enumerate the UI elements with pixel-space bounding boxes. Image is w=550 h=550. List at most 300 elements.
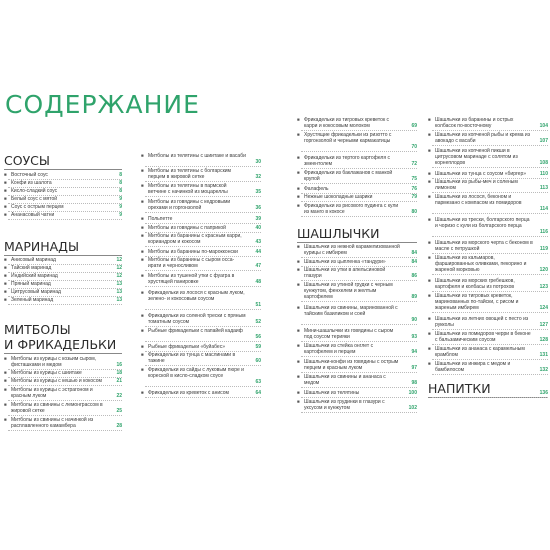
toc-entry[interactable] (297, 305, 417, 324)
bullet-icon: ■ (428, 316, 431, 321)
bullet-icon: ■ (4, 257, 7, 262)
toc-entry-page: 132 (539, 367, 548, 374)
toc-entry-title: Восточный соус (11, 172, 48, 178)
toc-entry-page: 9 (119, 204, 122, 210)
toc-entry[interactable] (297, 374, 417, 386)
toc-entry-title: Митболы из телятины в пармской ветчине с начинкой из моцареллы (148, 183, 228, 196)
entry-separator (301, 183, 417, 184)
toc-entry-title: Шашлычки-конфи из говядины с острым перцем и красным луком (304, 359, 399, 372)
toc-entry[interactable] (428, 171, 548, 177)
bullet-icon: ■ (4, 356, 7, 361)
toc-entry-page: 52 (255, 319, 261, 326)
toc-entry-page: 13 (116, 289, 122, 295)
toc-entry-title: Шашлычки из морских гребешков, картофеля и колбасы из потрохов (435, 278, 515, 291)
toc-entry-title: Фрикадельки из лосося с красным луком, зелено- и кокосовым соусом (148, 290, 245, 303)
toc-entry-title: Шашлычки из стейка онглет с картофелем и перцем (304, 343, 374, 356)
toc-entry-title: Анисовый маринад (11, 257, 56, 263)
toc-entry-page: 93 (411, 334, 417, 341)
toc-entry-title: Митболы из курицы с шиитаке (11, 370, 82, 376)
toc-entry-page: 124 (539, 305, 548, 312)
entry-separator (145, 212, 261, 213)
toc-entry-title: Цитрусовый маринад (11, 289, 61, 295)
bullet-icon: ■ (141, 153, 144, 158)
toc-entry-title: Конфи из шалота (11, 180, 52, 186)
bullet-icon: ■ (297, 399, 300, 404)
toc-entry-title: Митболы из телятины с шиитаке и васаби (148, 153, 246, 159)
bullet-icon: ■ (4, 378, 7, 383)
bullet-icon: ■ (141, 249, 144, 254)
toc-entry[interactable] (4, 257, 122, 263)
toc-entry-page: 8 (119, 172, 122, 178)
toc-entry[interactable] (297, 359, 417, 371)
bullet-icon: ■ (297, 359, 300, 364)
toc-entry-title: Фрикадельки из тертого картофеля с змеентолем (304, 155, 390, 168)
toc-entry[interactable] (4, 204, 122, 210)
toc-entry-page: 32 (255, 174, 261, 181)
toc-entry-title: Фрикадельки из тигровых креветок с карри и кокосовым молоком (304, 117, 390, 130)
toc-entry-page: 43 (255, 239, 261, 246)
bullet-icon: ■ (4, 196, 7, 201)
toc-entry-title: Митболы из баранины с красным карри, кориандром и кокосом (148, 233, 242, 246)
toc-entry[interactable] (297, 155, 417, 167)
toc-entry[interactable] (141, 367, 261, 386)
entry-separator (432, 145, 548, 146)
bullet-icon: ■ (297, 282, 300, 287)
toc-entry-title: Митболы из баранины с сыром осса-ирати и черносливом (148, 257, 235, 270)
bullet-icon: ■ (141, 168, 144, 173)
bullet-icon: ■ (428, 117, 431, 122)
bullet-icon: ■ (297, 194, 300, 199)
toc-entry[interactable] (4, 212, 122, 218)
toc-entry-page: 21 (116, 378, 122, 384)
toc-entry-page: 94 (411, 349, 417, 356)
toc-entry-page: 100 (408, 390, 417, 396)
entry-separator (301, 201, 417, 202)
toc-entry-title: Митболы из курицы с козьим сыром, фисташками и медом (11, 356, 97, 369)
toc-entry[interactable] (141, 313, 261, 325)
toc-entry-title: Зеленый маринад (11, 297, 54, 303)
section-rule (4, 169, 122, 170)
toc-entry-title: Фрикадельки из соленой трески с пряным томатным соусом (148, 313, 246, 326)
toc-entry[interactable] (4, 172, 122, 178)
toc-entry[interactable] (428, 194, 548, 213)
toc-entry-title: Шашлычки из тигровых креветок, маринованных по-тайски, с рисом и жареным имбирем (435, 293, 519, 312)
toc-entry[interactable] (141, 168, 261, 180)
toc-entry-title: Шашлычки из ананаса с карамельным крамблом (435, 346, 525, 359)
entry-separator (145, 246, 261, 247)
toc-entry-page: 79 (411, 194, 417, 200)
bullet-icon: ■ (297, 186, 300, 191)
bullet-icon: ■ (141, 367, 144, 372)
entry-separator (432, 374, 548, 375)
toc-entry-page: 16 (116, 362, 122, 369)
toc-entry-title: Шашлычки из рыбы-меч и соленым лимоном (435, 179, 518, 192)
bullet-icon: ■ (4, 417, 7, 422)
toc-entry-title: Шашлычки из утки в апельсиновой глазури (304, 267, 386, 280)
toc-entry-page: 128 (539, 337, 548, 344)
bullet-icon: ■ (4, 281, 7, 286)
toc-entry-page: 119 (539, 246, 548, 253)
toc-entry[interactable] (141, 328, 261, 340)
toc-entry[interactable] (428, 217, 548, 236)
bullet-icon: ■ (428, 171, 431, 176)
entry-separator (8, 430, 122, 431)
section-heading: НАПИТКИ (428, 381, 491, 396)
bullet-icon: ■ (4, 172, 7, 177)
toc-entry-page: 69 (411, 123, 417, 130)
bullet-icon: ■ (297, 244, 300, 249)
toc-entry[interactable] (428, 255, 548, 274)
toc-entry-title: Индийский маринад (11, 273, 58, 279)
toc-entry-page: 25 (116, 408, 122, 415)
bullet-icon: ■ (4, 289, 7, 294)
toc-entry[interactable] (141, 273, 261, 285)
entry-separator (8, 219, 122, 220)
toc-entry[interactable] (297, 267, 417, 279)
entry-separator (8, 304, 122, 305)
bullet-icon: ■ (297, 328, 300, 333)
toc-entry[interactable] (4, 289, 122, 295)
toc-entry-title: Шашлычки из помидоров черри в беконе с бальзамическим соусом (435, 331, 531, 344)
toc-entry-page: 104 (539, 123, 548, 130)
entry-separator (301, 324, 417, 325)
toc-entry-page: 18 (116, 370, 122, 376)
toc-entry-page: 8 (119, 180, 122, 186)
toc-entry-title: Фрикадельки из креветок с анисом (148, 390, 229, 396)
toc-entry[interactable] (428, 148, 548, 167)
toc-entry[interactable] (4, 196, 122, 202)
toc-entry[interactable] (141, 290, 261, 309)
toc-entry-title: Шашлычки из лосося, беконом и пармезано с компасом из помидоров (435, 194, 522, 207)
toc-entry[interactable] (141, 153, 261, 165)
bullet-icon: ■ (297, 170, 300, 175)
toc-entry-page: 48 (255, 279, 261, 286)
bullet-icon: ■ (428, 293, 431, 298)
toc-entry-page: 114 (539, 206, 548, 213)
toc-entry-title: Митболы из баранины по-марокконски (148, 249, 238, 255)
toc-entry-page: 110 (539, 171, 548, 177)
toc-entry-page: 12 (116, 265, 122, 271)
bullet-icon: ■ (141, 313, 144, 318)
bullet-icon: ■ (297, 343, 300, 348)
toc-entry[interactable] (297, 282, 417, 301)
toc-entry[interactable] (297, 343, 417, 355)
entry-separator (301, 412, 417, 413)
bullet-icon: ■ (428, 240, 431, 245)
toc-entry[interactable] (141, 390, 261, 396)
toc-entry-title: Фрикадельки из рисового пудинга с кули из манго в кокосе (304, 203, 399, 216)
bullet-icon: ■ (141, 257, 144, 262)
entry-separator (145, 341, 261, 342)
toc-entry[interactable] (428, 293, 548, 312)
bullet-icon: ■ (428, 148, 431, 153)
toc-entry[interactable] (141, 352, 261, 364)
toc-entry-page: 59 (255, 344, 261, 350)
section-rule (4, 255, 122, 256)
bullet-icon: ■ (141, 233, 144, 238)
toc-entry[interactable] (297, 244, 417, 256)
toc-entry-title: Шашлычки из копченой пикши в цитрусовом маринаде с солятом из корнеплодов (435, 148, 518, 167)
toc-entry-title: Шашлычки из свинины, маринованной с тайским базиликом и соей (304, 305, 398, 318)
toc-entry-page: 39 (255, 216, 261, 222)
bullet-icon: ■ (297, 390, 300, 395)
toc-entry-title: Митболы из телятины с болгарским перцем в жировой сетке (148, 168, 231, 181)
toc-entry[interactable] (141, 344, 261, 350)
entry-separator (432, 274, 548, 275)
toc-entry-page: 76 (411, 186, 417, 192)
toc-entry[interactable] (4, 188, 122, 194)
toc-entry[interactable] (141, 183, 261, 195)
toc-entry-page: 72 (411, 161, 417, 168)
toc-entry-title: Пряный маринад (11, 281, 51, 287)
page-title: СОДЕРЖАНИЕ (5, 90, 200, 119)
toc-entry-title: Рыбные фрикадельки «буйабес» (148, 344, 225, 350)
toc-entry[interactable] (4, 378, 122, 384)
toc-entry-title: Шашлычки из утиной грудки с черным кунжутом, фенхелем и желтым картофелем (304, 282, 393, 301)
entry-separator (145, 309, 261, 310)
toc-entry-page: 127 (539, 322, 548, 329)
toc-entry-title: Белый соус с мятой (11, 196, 58, 202)
toc-entry-page: 136 (539, 390, 548, 396)
section-heading: МИТБОЛЫ (4, 322, 71, 337)
toc-entry[interactable] (297, 186, 417, 192)
toc-entry-title: Мини-шашлычки из говядины с сыром под соусом терияки (304, 328, 394, 341)
toc-entry-page: 80 (411, 209, 417, 216)
entry-separator (432, 312, 548, 313)
toc-entry[interactable] (428, 240, 548, 252)
bullet-icon: ■ (141, 352, 144, 357)
bullet-icon: ■ (141, 290, 144, 295)
toc-entry-page: 84 (411, 259, 417, 265)
toc-entry-page: 35 (255, 189, 261, 196)
bullet-icon: ■ (141, 328, 144, 333)
toc-entry[interactable] (428, 331, 548, 343)
entry-separator (145, 270, 261, 271)
toc-entry[interactable] (4, 387, 122, 399)
toc-entry[interactable] (428, 346, 548, 358)
toc-entry[interactable] (297, 328, 417, 340)
entry-separator (145, 223, 261, 224)
toc-entry[interactable] (297, 170, 417, 182)
toc-entry[interactable] (428, 361, 548, 373)
bullet-icon: ■ (4, 297, 7, 302)
toc-entry-title: Шашлычки из морского черта с беконом в масле с петрушкой (435, 240, 533, 253)
toc-entry-page: 63 (255, 379, 261, 386)
entry-separator (145, 196, 261, 197)
section-heading: СОУСЫ (4, 153, 50, 168)
toc-entry-title: Рыбные фрикадельки с папайей кадаиф (148, 328, 243, 334)
toc-entry-page: 98 (411, 380, 417, 387)
bullet-icon: ■ (297, 259, 300, 264)
toc-entry-page: 51 (255, 302, 261, 309)
toc-entry-title: Кисло-сладкий соус (11, 188, 58, 194)
toc-entry-title: Шашлычки из баранины и острых колбасок по-восточному (435, 117, 514, 130)
toc-entry[interactable] (141, 249, 261, 255)
toc-entry[interactable] (4, 265, 122, 271)
toc-entry[interactable] (428, 117, 548, 129)
toc-entry-title: Нежные шоколадные шарики (304, 194, 373, 200)
toc-entry-title: Шашлычки из трески, болгарского перца и чоризо с кули из болгарского перца (435, 217, 530, 230)
toc-entry-title: Шашлычки из тунца с соусом «биргер» (435, 171, 527, 177)
toc-entry-page: 30 (255, 159, 261, 166)
toc-entry-page: 84 (411, 250, 417, 257)
bullet-icon: ■ (141, 183, 144, 188)
bullet-icon: ■ (297, 155, 300, 160)
bullet-icon: ■ (428, 255, 431, 260)
entry-separator (301, 216, 417, 217)
bullet-icon: ■ (4, 273, 7, 278)
section-heading: МАРИНАДЫ (4, 239, 79, 254)
entry-separator (301, 397, 417, 398)
bullet-icon: ■ (141, 273, 144, 278)
toc-entry[interactable] (297, 132, 417, 151)
toc-entry[interactable] (4, 281, 122, 287)
toc-entry-title: Шашлычки из инжира с медом и бамбилосом (435, 361, 511, 374)
toc-entry-page: 44 (255, 249, 261, 255)
toc-entry[interactable] (428, 132, 548, 144)
toc-entry[interactable] (297, 194, 417, 200)
section-heading: ШАШЛЫЧКИ (297, 226, 380, 241)
toc-entry-page: 120 (539, 267, 548, 274)
bullet-icon: ■ (4, 212, 7, 217)
toc-entry[interactable] (297, 203, 417, 215)
toc-entry[interactable] (4, 180, 122, 186)
toc-entry-page: 75 (411, 176, 417, 183)
section-rule (4, 353, 122, 354)
toc-entry-page: 36 (255, 205, 261, 212)
toc-entry-title: Фрикадельки из баклажанов с манкой крупой (304, 170, 393, 183)
toc-entry[interactable] (428, 316, 548, 328)
section-rule (297, 242, 417, 243)
entry-separator (432, 167, 548, 168)
entry-separator (145, 397, 261, 398)
bullet-icon: ■ (428, 132, 431, 137)
toc-entry-title: Митболы из курицы с эстрагоном и красным луком (11, 387, 93, 400)
toc-entry[interactable] (4, 370, 122, 376)
toc-entry-title: Митболы из тушеной утки с фуагра в хрустящей панировке (148, 273, 235, 286)
entry-separator (432, 213, 548, 214)
toc-entry-page: 102 (408, 405, 417, 412)
toc-entry-title: Шашлычки из копченой рыбы и крема из авокадо с васаби (435, 132, 531, 145)
section-heading: И ФРИКАДЕЛЬКИ (4, 337, 117, 352)
bullet-icon: ■ (141, 199, 144, 204)
bullet-icon: ■ (4, 188, 7, 193)
entry-separator (432, 236, 548, 237)
toc-entry-page: 13 (116, 281, 122, 287)
toc-entry[interactable] (297, 259, 417, 265)
bullet-icon: ■ (4, 370, 7, 375)
toc-entry-page: 86 (411, 273, 417, 280)
toc-entry-page: 28 (116, 423, 122, 430)
toc-entry-title: Митболы из свинины с начинкой из расплавленного камамбера (11, 417, 94, 430)
toc-entry[interactable] (141, 233, 261, 245)
toc-entry[interactable] (4, 273, 122, 279)
bullet-icon: ■ (428, 278, 431, 283)
bullet-icon: ■ (297, 305, 300, 310)
toc-entry-page: 40 (255, 225, 261, 231)
toc-entry[interactable] (4, 402, 122, 414)
bullet-icon: ■ (4, 265, 7, 270)
toc-entry-page: 131 (539, 352, 548, 359)
toc-entry-title: Митболы из свинины с лемонграссом в жировой сетке (11, 402, 103, 415)
toc-entry-page: 47 (255, 263, 261, 270)
bullet-icon: ■ (4, 402, 7, 407)
toc-entry-page: 9 (119, 212, 122, 218)
entry-separator (301, 301, 417, 302)
toc-entry[interactable] (4, 356, 122, 368)
toc-entry-title: Фалафель (304, 186, 329, 192)
toc-entry-title: Хрустящие фрикадельки из ризотто с горгонзолой и черными кармакатицы (304, 132, 392, 145)
toc-entry-page: 12 (116, 257, 122, 263)
toc-entry-page: 107 (539, 138, 548, 145)
toc-entry-title: Митболы из говядины с паприкой (148, 225, 226, 231)
toc-entry[interactable] (141, 257, 261, 269)
toc-entry-title: Шашлычки из нежной карамелизованной курицы с имбирем (304, 244, 400, 257)
toc-entry[interactable] (428, 179, 548, 191)
toc-entry[interactable] (428, 278, 548, 290)
entry-separator (301, 387, 417, 388)
toc-entry-page: 113 (539, 185, 548, 192)
toc-entry-title: Шашлычки из летних овощей с песто из рукколы (435, 316, 529, 329)
toc-entry-page: 89 (411, 294, 417, 301)
bullet-icon: ■ (297, 267, 300, 272)
bullet-icon: ■ (4, 204, 7, 209)
toc-entry-page: 22 (116, 393, 122, 400)
toc-entry-page: 9 (119, 196, 122, 202)
bullet-icon: ■ (297, 374, 300, 379)
entry-separator (8, 385, 122, 386)
bullet-icon: ■ (141, 390, 144, 395)
bullet-icon: ■ (428, 331, 431, 336)
toc-entry-title: Шашлычки из свинины и ананаса с медом (304, 374, 386, 387)
toc-entry-title: Соус с острым перцем (11, 204, 64, 210)
bullet-icon: ■ (428, 361, 431, 366)
bullet-icon: ■ (141, 225, 144, 230)
bullet-icon: ■ (297, 132, 300, 137)
toc-entry-page: 123 (539, 284, 548, 291)
bullet-icon: ■ (428, 194, 431, 199)
toc-entry[interactable] (297, 399, 417, 411)
toc-entry[interactable] (141, 225, 261, 231)
bullet-icon: ■ (428, 179, 431, 184)
toc-entry-page: 116 (539, 229, 548, 236)
toc-entry-title: Шашлычки из кальмаров, фаршированных оливками, пекорино и жареной морковью (435, 255, 527, 274)
toc-entry-page: 97 (411, 365, 417, 372)
toc-entry[interactable] (4, 297, 122, 303)
bullet-icon: ■ (4, 180, 7, 185)
toc-entry[interactable] (141, 216, 261, 222)
toc-entry-page: 108 (539, 160, 548, 167)
entry-separator (301, 151, 417, 152)
toc-entry-title: Шашлычки из цыпленка «тандури» (304, 259, 386, 265)
bullet-icon: ■ (141, 344, 144, 349)
toc-entry-title: Митболы из говядины с кедровыми орехами и горгонзолой (148, 199, 231, 212)
toc-entry[interactable] (297, 117, 417, 129)
bullet-icon: ■ (4, 387, 7, 392)
toc-entry-page: 13 (116, 297, 122, 303)
toc-entry-title: Митболы из курицы с кешью и кокосом (11, 378, 102, 384)
bullet-icon: ■ (297, 117, 300, 122)
toc-entry-title: Шашлычки из грудинки в глазури с уксусом и кунжутом (304, 399, 385, 412)
toc-entry[interactable] (4, 417, 122, 429)
toc-entry-page: 90 (411, 317, 417, 324)
toc-entry[interactable] (428, 390, 548, 396)
toc-entry[interactable] (141, 199, 261, 211)
toc-entry-page: 12 (116, 273, 122, 279)
bullet-icon: ■ (428, 217, 431, 222)
toc-entry-page: 70 (411, 144, 417, 151)
toc-entry[interactable] (297, 390, 417, 396)
